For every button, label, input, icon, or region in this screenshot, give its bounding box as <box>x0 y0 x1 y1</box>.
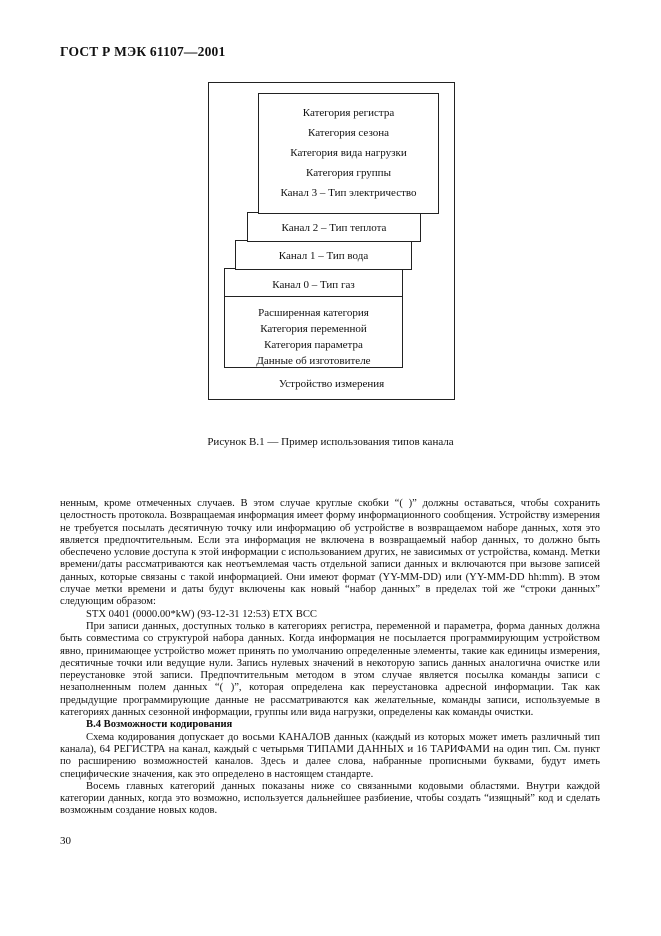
channel-3-line: Канал 3 – Тип электричество <box>280 187 417 199</box>
section-heading: В.4 Возможности кодирования <box>86 719 233 731</box>
main-box-line: Категория параметра <box>264 339 363 351</box>
channel-2-label: Канал 2 – Тип теплота <box>281 222 387 234</box>
page-number: 30 <box>60 835 71 847</box>
channel-0-label: Канал 0 – Тип газ <box>272 279 355 291</box>
figure-caption: Рисунок В.1 — Пример использования типов канала <box>207 436 454 448</box>
paragraph: Схема кодирования допускает до восьми КАНАЛОВ данных (каждый из которых может иметь различный тип канала), 64 РЕГИСТРА на канал, каждый с четырьмя ТИПАМИ ДАННЫХ и 16 ТАРИФАМИ на один тип. См. пункт по расширению возможностей каналов. Здесь и далее слова, набранные прописными буквами, будут иметь специфические значения, как это определено в настоящем стандарте. <box>60 731 600 780</box>
channel-3-box <box>258 93 439 214</box>
channel-3-line: Категория группы <box>306 167 391 179</box>
device-label: Устройство измерения <box>278 378 385 390</box>
document-header: ГОСТ Р МЭК 61107—2001 <box>60 44 226 59</box>
paragraph: Восемь главных категорий данных показаны ниже со связанными кодовыми областями. Внутри каждой категории данных, когда это возможно, используется дальнейшее разбиение, чтобы создать “изящный” код и сделать возможным создание новых кодов. <box>60 780 600 817</box>
main-box-line: Категория переменной <box>260 323 367 335</box>
code-line: STX 0401 (0000.00*kW) (93-12-31 12:53) ETX BCC <box>86 608 317 620</box>
channel-1-label: Канал 1 – Тип вода <box>278 250 369 262</box>
main-box-line: Данные об изготовителе <box>256 355 371 367</box>
common-categories-box <box>224 296 403 368</box>
channel-3-line: Категория регистра <box>302 107 395 119</box>
channel-3-line: Категория вида нагрузки <box>290 147 407 159</box>
body-text <box>60 498 600 818</box>
paragraph: ненным, кроме отмеченных случаев. В этом случае круглые скобки “( )” должны оставаться, чтобы сохранить целостность протокола. Возвращаемая информация имеет форму информационного сообщения. Устройству измерения не требуется посылать десятичную точку или информацию об устройстве в возвращаемом наборе данных, хотя это является предпочтительным. Если эта информация не включена в возвращаемый набор данных, то должно быть обеспечено условие доступа к этой информации с использованием других, не зависимых от устройства, команд. Метки времени/даты рассматриваются как неотъемлемая часть отдельной записи данных и включаются при вызове записей данных, которые связаны с такой информацией. Они имеют формат (YY-MM-DD) или (YY-MM-DD hh:mm). В этом случае метки времени и даты будут включены как новый “набор данных” в пределах той же “строки данных” следующим образом: <box>60 498 600 608</box>
channel-3-line: Категория сезона <box>308 127 389 139</box>
main-box-line: Расширенная категория <box>258 307 369 319</box>
channel-2-box <box>247 212 421 242</box>
paragraph: При записи данных, доступных только в категориях регистра, переменной и параметра, форма данных должна быть совместима со структурой набора данных. Когда информация не посылается программирующим устройством явно, принимающее устройство может принять по умолчанию определенные элементы, такие как единицы измерения, десятичные точки или ведущие нули. Запись нулевых значений в некоторую запись данных аналогична очистке или переустановке этой записи. Предпочтительным методом в этом случае является посылка команды записи с незаполненным полем данных “( )”, которая определена как переустановка адресной информации. Так как предыдущие программирующие данные не рассматриваются как желательные, команды записи, используемые в категориях данных сезонной информации, группы или вида нагрузки, определены как команды очистки. <box>60 620 600 719</box>
channel-1-box <box>235 240 412 270</box>
